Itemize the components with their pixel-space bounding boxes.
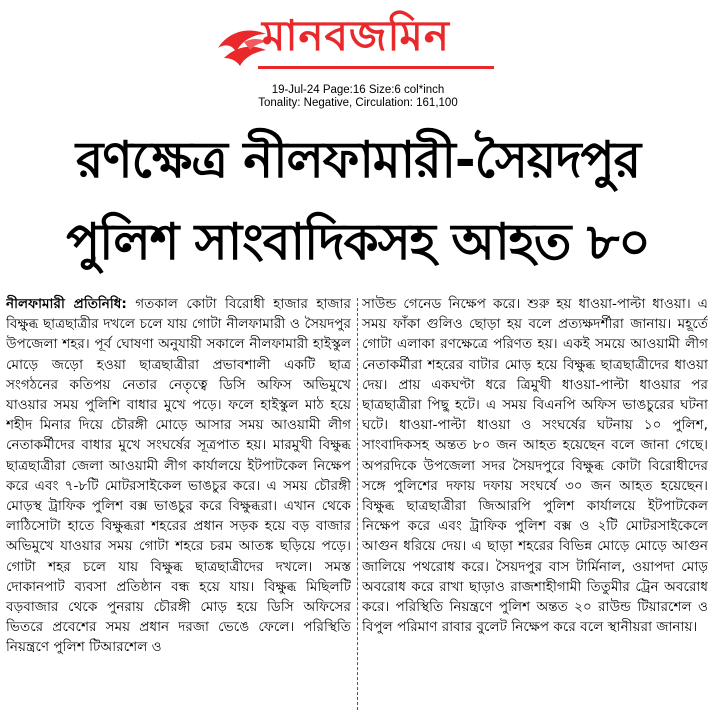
article-body: [6, 294, 710, 714]
clipping-meta-tonality: Tonality: Negative, Circulation: 161,100: [258, 97, 458, 109]
article-column-right: [362, 294, 708, 714]
headline-line-1: রণক্ষেত্র নীলফামারী-সৈয়দপুর: [75, 131, 641, 189]
article-column-left: [6, 294, 351, 714]
newspaper-logo: মানবজমিন: [262, 11, 450, 60]
clipping-meta-date-page: 19-Jul-24 Page:16 Size:6 col*inch: [271, 84, 445, 96]
byline: নীলফামারী প্রতিনিধি:: [6, 296, 127, 312]
column-divider: [357, 298, 358, 710]
logo-underline: [258, 66, 494, 69]
column-left-text: গতকাল কোটা বিরোধী হাজার হাজার বিক্ষুব্ধ ছাত্রছাত্রীর দখলে চলে যায় গোটা নীলফামারী ও সৈয়দপুর উপজেলা শহর। পূর্ব ঘোষণা অনুযায়ী সকালে নীলফামারী হাইস্কুল মোড়ে জড়ো হওয়া ছাত্রছাত্রীরা প্রভাবশালী একটি ছাত্র সংগঠনের কতিপয় নেতার নেতৃত্বে ডিসি অফিস অভিমুখে যাওয়ার সময় পুলিশি বাধার মুখে পড়ে। ফলে হাইস্কুল মাঠ হয়ে শহীদ মিনার দিয়ে চৌরঙ্গী মোড়ে আসার সময় আওয়ামী লীগ নেতাকর্মীদের বাধার মুখে সংঘর্ষের সূত্রপাত হয়। মারমুখী বিক্ষুব্ধ ছাত্রছাত্রীরা জেলা আওয়ামী লীগ কার্যালয়ে ইটপাটকেল নিক্ষেপ করে এবং ৭-৮টি মোটরসাইকেল ভাঙচুর করে। এ সময় চৌরঙ্গী মোড়স্থ ট্রাফিক পুলিশ বক্স ভাঙচুর করে বিক্ষুব্ধরা। এখান থেকে লাঠিসোটা হাতে বিক্ষুব্ধরা শহরের প্রধান সড়ক হয়ে বড় বাজার অভিমুখে যাওয়ার সময় গোটা শহরে চরম আতঙ্ক ছড়িয়ে পড়ে। গোটা শহর চলে যায় বিক্ষুব্ধ ছাত্রছাত্রীদের দখলে। সমস্ত দোকানপাট ব্যবসা প্রতিষ্ঠান বন্ধ হয়ে যায়। বিক্ষুব্ধ মিছিলটি বড়বাজার থেকে পুনরায় চৌরঙ্গী মোড় হয়ে ডিসি অফিসের ভিতরে প্রবেশের সময় প্রধান দরজা ভেঙে ফেলে। পরিস্থিতি নিয়ন্ত্রণে পুলিশ টিআরশেল ও: [6, 296, 351, 656]
headline-line-2: পুলিশ সাংবাদিকসহ আহত ৮০: [66, 213, 650, 271]
column-right-text: সাউন্ড গেনেড নিক্ষেপ করে। শুরু হয় ধাওয়া-পাল্টা ধাওয়া। এ সময় ফাঁকা গুলিও ছোড়া হয় বলে প্রত্যক্ষদর্শীরা জানায়। মহূর্তে গোটা এলাকা রণক্ষেত্রে পরিণত হয়। একই সময়ে আওয়ামী লীগ নেতাকর্মীরা শহরের বাটার মোড় হয়ে বিক্ষুব্ধ ছাত্রছাত্রীদের ধাওয়া দেয়। প্রায় একঘণ্টা ধরে ত্রিমুখী ধাওয়া-পাল্টা ধাওয়ার পর ছাত্রছাত্রীরা পিছু হটে। এ সময় বিএনপি অফিস ভাঙচুরের ঘটনা ঘটে। ধাওয়া-পাল্টা ধাওয়া ও সংঘর্ষের ঘটনায় ১০ পুলিশ, সাংবাদিকসহ অন্তত ৮০ জন আহত হয়েছেন বলে জানা গেছে। অপরদিকে উপজেলা সদর সৈয়দপুরে বিক্ষুব্ধ কোটা বিরোধীদের সঙ্গে পুলিশের দফায় দফায় সংঘর্ষে ৩০ জন আহত হয়েছেন। বিক্ষুব্ধ ছাত্রছাত্রীরা জিআরপি পুলিশ কার্যালয়ে ইটপাটকেল নিক্ষেপ করে এবং ট্রাফিক পুলিশ বক্স ও ২টি মোটরসাইকেলে আগুন ধরিয়ে দেয়। এ ছাড়া শহরের বিভিন্ন মোড়ে মোড়ে আগুন জালিয়ে পথরোধ করে। সৈয়দপুর বাস টার্মিনাল, ওয়াপদা মোড় অবরোধ করে রাখা ছাড়াও রাজশাহীগামী তিতুমীর ট্রেন অবরোধ করে। পরিস্থিতি নিয়ন্ত্রণে পুলিশ অন্তত ২০ রাউন্ড টিয়ারশেল ও বিপুল পরিমাণ রাবার বুলেট নিক্ষেপ করে বলে স্থানীয়রা জানায়।: [362, 296, 708, 636]
masthead: [0, 0, 716, 109]
